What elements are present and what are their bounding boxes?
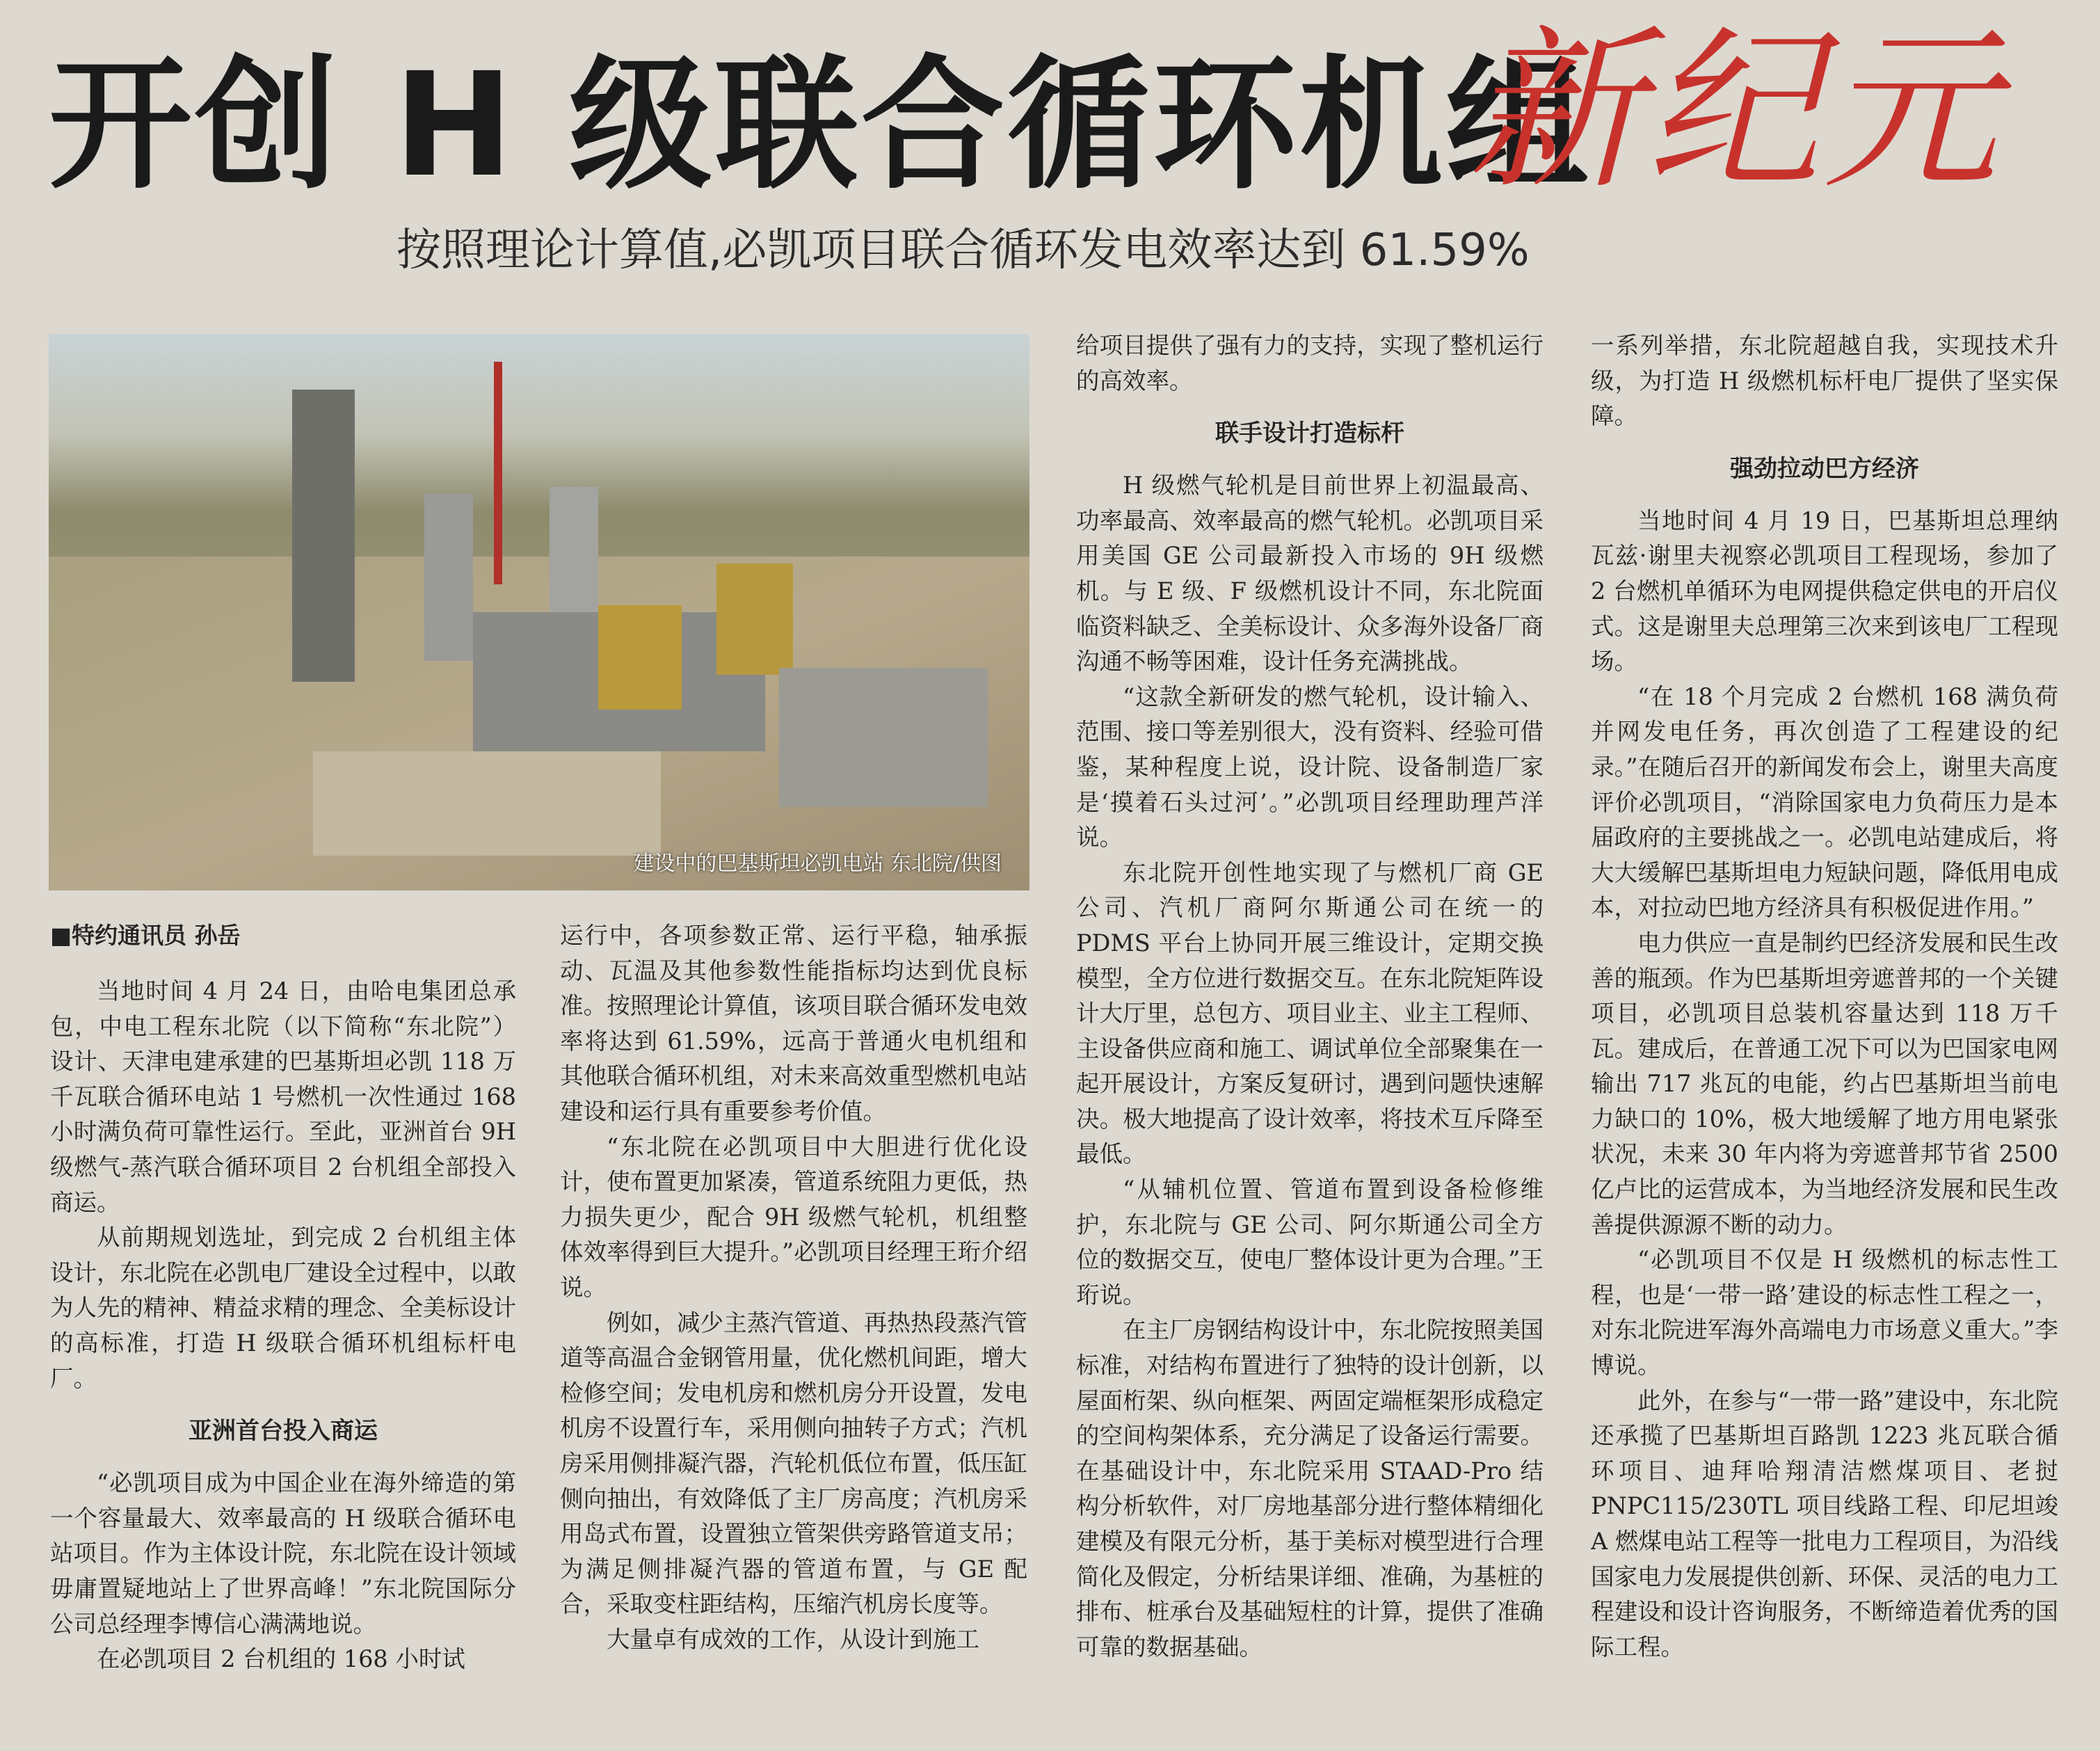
section-heading: 联手设计打造标杆 bbox=[1215, 419, 1404, 448]
paragraph: 给项目提供了强有力的支持，实现了整机运行的高效率。 bbox=[1076, 332, 1544, 394]
paragraph: 在主厂房钢结构设计中，东北院按照美国标准，对结构布置进行了独特的设计创新，以屋面桁架、纵向框架、两固定端框架形成稳定的空间构架体系，充分满足了设备运行需要。在基础设计中，东北院采用 STAAD-Pro 结构分析软件，对厂房地基部分进行整体精细化建模及有限元分析，基于美标对模型进行合理简化及假定，分析结果详细、准确，为基桩的排布、桩承台及基础短柱的计算，提供了准确可靠的数据基础。 bbox=[1076, 1316, 1544, 1661]
photo-foundations bbox=[313, 751, 661, 856]
column-2 bbox=[560, 918, 1027, 1732]
paragraph: 例如，减少主蒸汽管道、再热热段蒸汽管道等高温合金钢管用量，优化燃机间距，增大检修空间；发电机房和燃机房分开设置，发电机房不设置行车，采用侧向抽转子方式；汽机房采用侧排凝汽器，汽轮机低位布置，低压缸侧向抽出，有效降低了主厂房高度；汽机房采用岛式布置，设置独立管架供旁路管道支吊；为满足侧排凝汽器的管道布置，与 GE 配合，采取变柱距结构，压缩汽机房长度等。 bbox=[560, 1309, 1027, 1618]
paragraph: “必凯项目不仅是 H 级燃机的标志性工程，也是‘一带一路’建设的标志性工程之一，对东北院进军海外高端电力市场意义重大。”李博说。 bbox=[1591, 1246, 2058, 1380]
headline: 开创 H 级联合循环机组 bbox=[49, 42, 1592, 209]
byline: ■特约通讯员 孙岳 bbox=[50, 922, 241, 949]
power-plant-photo bbox=[49, 334, 1029, 890]
paragraph: “这款全新研发的燃气轮机，设计输入、范围、接口等差别很大，没有资料、经验可借鉴，某种程度上说，设计院、设备制造厂家是‘摸着石头过河’。”必凯项目经理助理芦洋说。 bbox=[1076, 682, 1544, 851]
paragraph: “必凯项目成为中国企业在海外缔造的第一个容量最大、效率最高的 H 级联合循环电站项目。作为主体设计院，东北院在设计领域毋庸置疑地站上了世界高峰！”东北院国际分公司总经理李博信心满满地说。 bbox=[50, 1469, 516, 1638]
headline-calligraphy: 新纪元 bbox=[1468, 10, 2002, 212]
photo-gold-unit-1 bbox=[598, 605, 682, 710]
photo-pipes bbox=[779, 668, 988, 807]
column-3 bbox=[1076, 328, 1544, 1734]
section-heading: 亚洲首台投入商运 bbox=[189, 1417, 378, 1446]
photo-crane bbox=[494, 362, 502, 584]
paragraph: 大量卓有成效的工作，从设计到施工 bbox=[607, 1625, 979, 1653]
paragraph: “东北院在必凯项目中大胆进行优化设计，使布置更加紧凑，管道系统阻力更低，热力损失更少，配合 9H 级燃气轮机，机组整体效率得到巨大提升。”必凯项目经理王珩介绍说。 bbox=[560, 1133, 1027, 1301]
paragraph: 一系列举措，东北院超越自我，实现技术升级，为打造 H 级燃机标杆电厂提供了坚实保障。 bbox=[1591, 332, 2058, 430]
paragraph: 运行中，各项参数正常、运行平稳，轴承振动、瓦温及其他参数性能指标均达到优良标准。按照理论计算值，该项目联合循环发电效率将达到 61.59%，远高于普通火电机组和其他联合循环机组，对未来高效重型燃机电站建设和运行具有重要参考价值。 bbox=[560, 922, 1027, 1125]
photo-tower bbox=[292, 390, 355, 682]
paragraph: 当地时间 4 月 19 日，巴基斯坦总理纳瓦兹·谢里夫视察必凯项目工程现场，参加了 2 台燃机单循环为电网提供稳定供电的开启仪式。这是谢里夫总理第三次来到该电厂工程现场。 bbox=[1591, 506, 2058, 675]
column-1 bbox=[50, 974, 516, 1732]
paragraph: 东北院开创性地实现了与燃机厂商 GE 公司、汽机厂商阿尔斯通公司在统一的 PDMS 平台上协同开展三维设计，定期交换模型，全方位进行数据交互。在东北院矩阵设计大厅里，总包方、项目业主、业主工程师、主设备供应商和施工、调试单位全部聚集在一起开展设计，方案反复研讨，遇到问题快速解决。极大地提高了设计效率，将技术互斥降至最低。 bbox=[1076, 858, 1544, 1168]
column-4 bbox=[1591, 328, 2058, 1734]
photo-stack-1 bbox=[424, 494, 473, 661]
paragraph: “在 18 个月完成 2 台燃机 168 满负荷并网发电任务，再次创造了工程建设的纪录。”在随后召开的新闻发布会上，谢里夫高度评价必凯项目，“消除国家电力负荷压力是本届政府的主要挑战之一。必凯电站建成后，将大大缓解巴基斯坦电力短缺问题，降低用电成本，对拉动巴地方经济具有积极促进作用。” bbox=[1591, 682, 2058, 922]
subtitle: 按照理论计算值,必凯项目联合循环发电效率达到 61.59% bbox=[396, 225, 1530, 276]
paragraph: 从前期规划选址，到完成 2 台机组主体设计，东北院在必凯电厂建设全过程中，以敢为人先的精神、精益求精的理念、全美标设计的高标准，打造 H 级联合循环机组标杆电厂。 bbox=[50, 1224, 516, 1392]
paragraph: “从辅机位置、管道布置到设备检修维护，东北院与 GE 公司、阿尔斯通公司全方位的数据交互，使电厂整体设计更为合理。”王珩说。 bbox=[1076, 1176, 1544, 1309]
paragraph: 此外，在参与“一带一路”建设中，东北院还承揽了巴基斯坦百路凯 1223 兆瓦联合循环项目、迪拜哈翔清洁燃煤项目、老挝 PNPC115/230TL 项目线路工程、印尼坦竣 A 燃煤电站工程等一批电力工程项目，为沿线国家电力发展提供创新、环保、灵活的电力工程建设和设计咨询服务，不断缔造着优秀的国际工程。 bbox=[1591, 1386, 2058, 1661]
paragraph: H 级燃气轮机是目前世界上初温最高、功率最高、效率最高的燃气轮机。必凯项目采用美国 GE 公司最新投入市场的 9H 级燃机。与 E 级、F 级燃机设计不同，东北院面临资料缺乏、全美标设计、众多海外设备厂商沟通不畅等困难，设计任务充满挑战。 bbox=[1076, 472, 1544, 675]
photo-caption: 建设中的巴基斯坦必凯电站 东北院/供图 bbox=[633, 851, 1002, 876]
paragraph: 电力供应一直是制约巴经济发展和民生改善的瓶颈。作为巴基斯坦旁遮普邦的一个关键项目，必凯项目总装机容量达到 118 万千瓦。建成后，在普通工况下可以为巴国家电网输出 717 兆瓦的电能，约占巴基斯坦当前电力缺口的 10%，极大地缓解了地方用电紧张状况，未来 30 年内将为旁遮普邦节省 2500 亿卢比的运营成本，为当地经济发展和民生改善提供源源不断的动力。 bbox=[1591, 929, 2058, 1238]
paragraph: 在必凯项目 2 台机组的 168 小时试 bbox=[97, 1645, 465, 1673]
paragraph: 当地时间 4 月 24 日，由哈电集团总承包，中电工程东北院（以下简称“东北院”）设计、天津电建承建的巴基斯坦必凯 118 万千瓦联合循环电站 1 号燃机一次性通过 168 小时满负荷可靠性运行。至此，亚洲首台 9H 级燃气-蒸汽联合循环项目 2 台机组全部投入商运。 bbox=[50, 977, 516, 1216]
section-heading: 强劲拉动巴方经济 bbox=[1730, 454, 1919, 483]
photo-gold-unit-2 bbox=[716, 563, 793, 675]
